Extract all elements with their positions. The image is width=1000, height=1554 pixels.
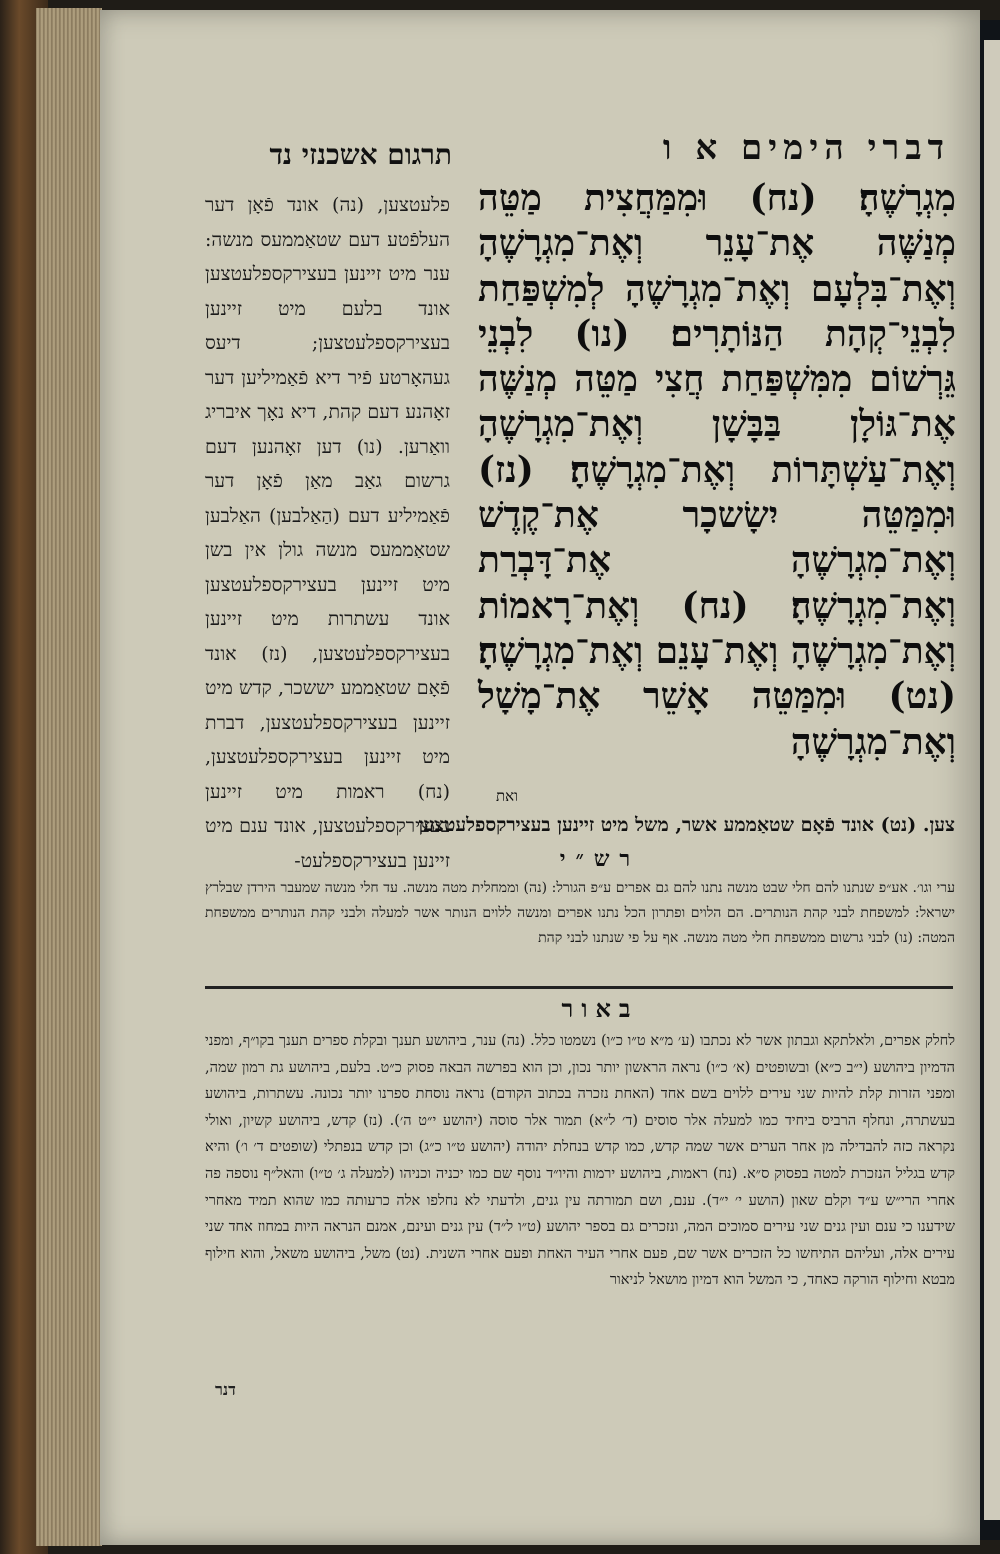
biur-heading: באור <box>561 994 639 1023</box>
targum-continuation-line: צען. (נט) אונד פֿאָם שטאַממע אשר, משל מיט זיינען בעצירקספלעטצען <box>418 814 955 836</box>
running-header-targum: תרגום אשכנזי נד <box>269 138 452 171</box>
running-header-book: דברי הימים א ו <box>662 128 950 168</box>
section-divider <box>205 986 953 989</box>
footer-catchword: דנר <box>215 1380 236 1399</box>
facing-page-edge <box>984 40 1000 1520</box>
targum-column-text: פלעטצען, (נה) אונד פֿאָן דער העלפֿטע דעם שטאַממעס מנשה: ענר מיט זיינען בעצירקספלעטצען אונד בלעם מיט זיינען בעצירקספלעטצען; דיעס געהאָרטע פֿיר דיא פֿאַמיליען דער זאָהנע דעם קהת, דיא נאָך איבריג וואַרען. (נו) דען זאָהנען דעם גרשום גאַב מאַן פֿאָן דער פֿאַמיליע דעם (הַאַלבען) האַלבען שטאַממעס מנשה גולן אין בשן מיט זיינען בעצירקספלעטצען אונד עשתרות מיט זיינען בעצירקספלעטצען, (נז) אונד פֿאָם שטאַממע יששכר, קדש מיט זיינען בעצירקספלעטצען, דברת מיט זיינען בעצירקספלעטצען, (נח) ראמות מיט זיינען בעצירקספלעטצען, אונד ענם מיט זיינען בעצירקספלעט- <box>205 194 450 872</box>
page-edges <box>36 8 102 1546</box>
verse-catchword: ואת <box>496 787 518 805</box>
rashi-heading: רש״י <box>559 846 641 872</box>
biur-commentary: לחלק אפרים, ולאלתקא וגבתון אשר לא נכתבו (ע׳ מ״א ט״ו כ״ו) נשמטו כלל. (נה) ענר, ביהושע תענך ובקלת ספרים תענך בקו״ף, ומפני הדמיון ביהושע (י״ב כ״א) ובשופטים (א׳ כ״ו) נראה הראשון יותר נכון, וכן הוא בפרשה הבאה פסוק כ״ט. בלעם, ביהושע גת רמון שמה, ומפני הזרות קלת להיות שני עירים ללוים בשם אחד (האחת נזכרה בכתוב הקודם) נראה נוסחת ספרנו יותר נכונה. עשתרות, ביהושע בעשתרה, ונחלף הרביס ביחיד כמו למעלה אלר סוסים (ד׳ ל״א) תמור אלר סוסה (יהושע י״ט ה׳). (נז) קדש, ביהושע קשיון, ואולי נקראה כזה להבדילה מן אחר הערים אשר שמה קדש, כמו קדש בנחלת יהודה (יהושע ט״ו כ״ג) וכן קדש בנפתלי (שופטים ד׳ ו׳) והיא קדש בגליל הנזכרת למטה בפסוק ס״א. (נח) ראמות, ביהושע ירמות והיו״ד נוסף שם כמו יכניה וכניהו (למעלה ג׳ ט״ו) והאל״ף נוספה פה אחרי הרי״ש ע״ד וקלם שאון (הושע י׳ י״ד). ענם, ושם תמורתה עין גנים, ולדעתי לא נחלפו אלה כרעותה כמו שהוא תמיד מאחרי שידענו כי ענם ועין גנים שני עירים סמוכים המה, ונזכרים גם בספר יהושע (ט״ו ל״ד) עין גנים ועינם, אמנם הנראה היות במחוז אחד שני עירים אלה, ועליהם התיחשו כל הזכרים אשר שם, פעם אחרי העיר האחת ופעם אחרי השנית. (נט) משל, ביהושע משאל, והוא חילוף מבטא וחילוף הורקה כאחד, כי המשל הוא דמיון מושאל לניאור <box>205 1033 956 1289</box>
hebrew-verse-text: מִגְרָשֶׁהָ׃ (נח) וּמִמַּחֲצִית מַטֵּה מְנַשֶּׁה אֶת־עָנֵר וְאֶת־מִגְרָשֶׁהָ וְאֶת־בִּלְעָם וְאֶת־מִגְרָשֶׁהָ לְמִשְׁפַּחַת לִבְנֵי־קְהָת הַנּוֹתָרִים׃ (נו) לִבְנֵי גֵּרְשׁוֹם מִמִּשְׁפַּחַת חֲצִי מַטֵּה מְנַשֶּׁה אֶת־גּוֹלָן בַּבָּשָׁן וְאֶת־מִגְרָשֶׁהָ וְאֶת־עַשְׁתָּרוֹת וְאֶת־מִגְרָשֶׁהָ׃ (נז) וּמִמַּטֵּה יִשָׂשכָר אֶת־קֶדֶשׁ וְאֶת־מִגְרָשֶׁהָ אֶת־דָּבְרַת וְאֶת־מִגְרָשֶׁהָ׃ (נח) וְאֶת־רָאמוֹת וְאֶת־מִגְרָשֶׁהָ וְאֶת־עָנֵם וְאֶת־מִגְרָשֶׁהָ׃ (נט) וּמִמַּטֵּה אָשֵׁר אֶת־מָשָׁל וְאֶת־מִגְרָשֶׁהָ <box>477 177 956 763</box>
rashi-commentary: ערי וגו׳. אע״פ שנתנו להם חלי שבט מנשה נתנו להם גם אפרים ע״פ הגורל: (נה) וממחלית מטה מנשה. עד חלי מנשה שמעבר הירדן שבלרץ ישראל: למשפחת לבני קהת הנותרים. הם הלוים ופתרון הכל נתנו אפרים ומנשה ללוים הנותר אשר למעלה ולבני קהת הנותרים ממשפחת המטה: (נו) לבני גרשום ממשפחת חלי מטה מנשה. אף על פי שנתנו לבני קהת <box>205 880 955 946</box>
